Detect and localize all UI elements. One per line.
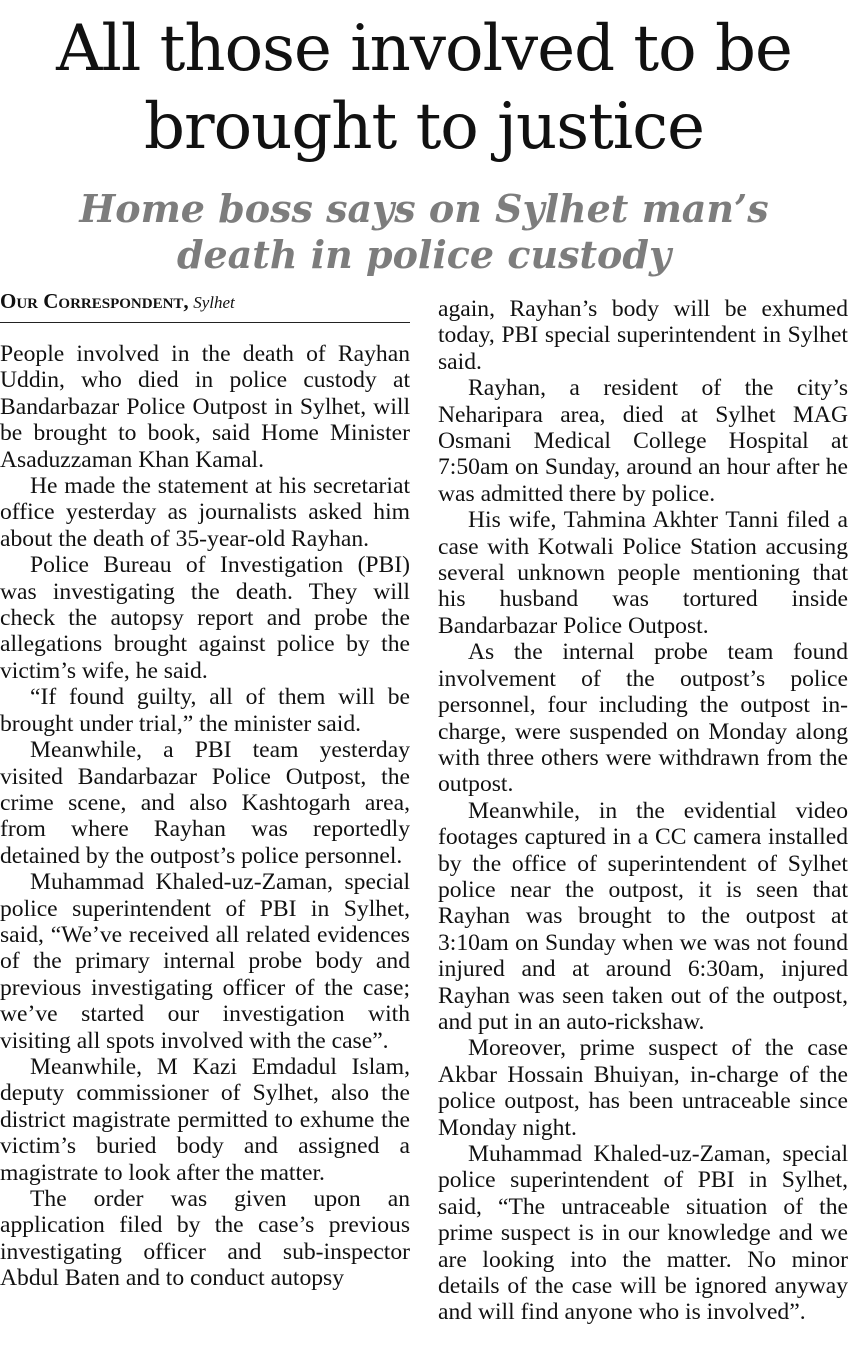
- headline-line-2: brought to justice: [144, 90, 704, 164]
- article-column-left: [0, 290, 410, 1292]
- paragraph: Meanwhile, a PBI team yesterday visited Bandarbazar Police Outpost, the crime scene, and also Kashtogarh area, from where Rayhan was reportedly detained by the outpost’s police personnel.: [0, 737, 410, 869]
- paragraph: again, Rayhan’s body will be exhumed today, PBI special superintendent in Sylhet said.: [438, 296, 848, 375]
- paragraph: Muhammad Khaled-uz-Zaman, special police superintendent of PBI in Sylhet, said, “We’ve received all related evidences of the primary internal probe body and previous investigating officer of the case; we’ve started our investigation with visiting all spots involved with the case”.: [0, 869, 410, 1054]
- paragraph: Moreover, prime suspect of the case Akbar Hossain Bhuiyan, in-charge of the police outpost, has been untraceable since Monday night.: [438, 1035, 848, 1141]
- subheadline: [0, 186, 848, 278]
- paragraph: “If found guilty, all of them will be brought under trial,” the minister said.: [0, 684, 410, 737]
- paragraph: Rayhan, a resident of the city’s Neharipara area, died at Sylhet MAG Osmani Medical College Hospital at 7:50am on Sunday, around an hour after he was admitted there by police.: [438, 375, 848, 507]
- paragraph: The order was given upon an application filed by the case’s previous investigating officer and sub-inspector Abdul Baten and to conduct autopsy: [0, 1186, 410, 1292]
- headline-line-1: All those involved to be: [56, 12, 792, 86]
- paragraph: Police Bureau of Investigation (PBI) was investigating the death. They will check the autopsy report and probe the allegations brought against police by the victim’s wife, he said.: [0, 552, 410, 684]
- paragraph: As the internal probe team found involvement of the outpost’s police personnel, four including the outpost in-charge, were suspended on Monday along with three others were withdrawn from the outpost.: [438, 639, 848, 798]
- paragraph: His wife, Tahmina Akhter Tanni filed a case with Kotwali Police Station accusing several unknown people mentioning that his husband was tortured inside Bandarbazar Police Outpost.: [438, 507, 848, 639]
- subheadline-line-2: death in police custody: [176, 232, 672, 277]
- byline-author: Our Correspondent,: [0, 289, 189, 313]
- byline-location: Sylhet: [193, 293, 235, 312]
- article-column-right: [438, 296, 848, 1326]
- byline: [0, 290, 410, 323]
- subheadline-line-1: Home boss says on Sylhet man’s: [79, 186, 769, 231]
- paragraph: Meanwhile, in the evidential video footages captured in a CC camera installed by the office of superintendent of Sylhet police near the outpost, it is seen that Rayhan was brought to the outpost at 3:10am on Sunday when we was not found injured and at around 6:30am, injured Rayhan was seen taken out of the outpost, and put in an auto-rickshaw.: [438, 797, 848, 1035]
- paragraph: Meanwhile, M Kazi Emdadul Islam, deputy commissioner of Sylhet, also the district magistrate permitted to exhume the victim’s buried body and assigned a magistrate to look after the matter.: [0, 1053, 410, 1186]
- paragraph: People involved in the death of Rayhan Uddin, who died in police custody at Bandarbazar Police Outpost in Sylhet, will be brought to book, said Home Minister Asaduzzaman Khan Kamal.: [0, 341, 410, 473]
- headline: [0, 10, 848, 166]
- paragraph: He made the statement at his secretariat office yesterday as journalists asked him about the death of 35-year-old Rayhan.: [0, 473, 410, 552]
- paragraph: Muhammad Khaled-uz-Zaman, special police superintendent of PBI in Sylhet, said, “The untraceable situation of the prime suspect is in our knowledge and we are looking into the matter. No minor details of the case will be ignored anyway and will find anyone who is involved”.: [438, 1141, 848, 1326]
